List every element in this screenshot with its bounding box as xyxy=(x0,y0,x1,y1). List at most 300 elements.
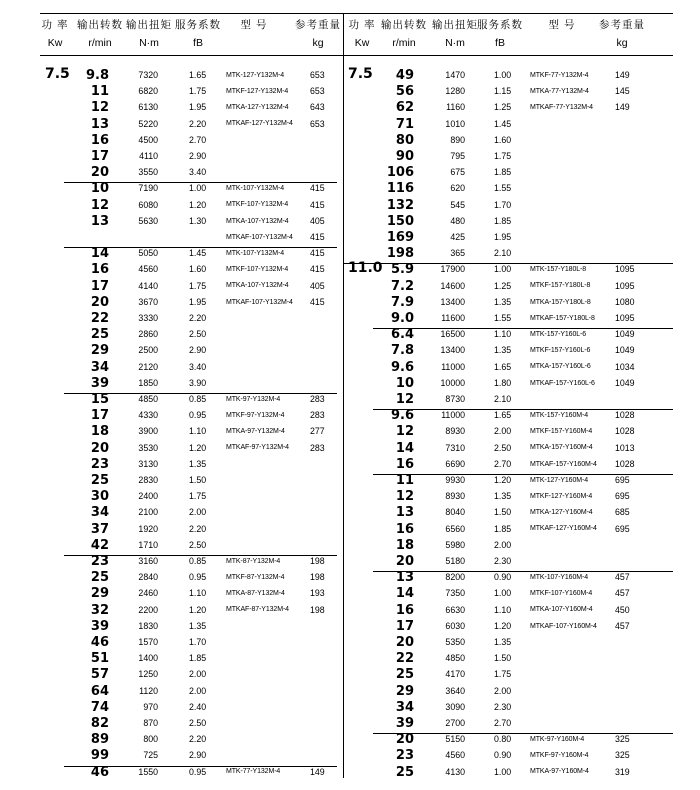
service-factor: 1.50 xyxy=(189,475,207,485)
reference-weight: 405 xyxy=(310,280,325,291)
service-factor: 1.85 xyxy=(494,523,512,534)
service-factor: 1.00 xyxy=(494,264,512,275)
service-factor: 1.00 xyxy=(494,766,512,777)
model-number: MTKF-107-Y132M-4 xyxy=(226,201,289,209)
power-value-left: 7.5 xyxy=(45,66,70,82)
service-factor: 1.45 xyxy=(189,248,207,259)
service-factor: 1.65 xyxy=(494,410,512,421)
output-torque: 480 xyxy=(450,215,465,226)
output-speed: 20 xyxy=(90,165,109,181)
service-factor: 0.95 xyxy=(189,572,207,583)
reference-weight: 193 xyxy=(310,588,325,599)
reference-weight: 149 xyxy=(615,102,630,113)
service-factor: 1.75 xyxy=(189,86,207,97)
service-factor: 2.00 xyxy=(189,685,207,696)
model-number: MTKA-107-Y132M-4 xyxy=(226,217,289,225)
reference-weight: 457 xyxy=(615,572,630,583)
header-right-power-label: 功 率 xyxy=(348,19,376,31)
service-factor: 1.55 xyxy=(494,183,512,194)
power-value-right-a: 7.5 xyxy=(348,66,373,82)
service-factor: 1.65 xyxy=(494,361,512,372)
service-factor: 3.40 xyxy=(189,361,207,372)
output-speed: 17 xyxy=(90,278,109,294)
service-factor: 1.75 xyxy=(189,491,207,502)
output-torque: 3530 xyxy=(138,442,158,453)
output-speed: 49 xyxy=(395,68,414,83)
service-factor: 0.85 xyxy=(189,556,207,566)
service-factor: 2.70 xyxy=(494,458,512,469)
header-right-torque-unit: N·m xyxy=(445,37,465,49)
service-factor: 1.50 xyxy=(494,507,512,518)
service-factor: 1.20 xyxy=(494,620,512,631)
output-torque: 5050 xyxy=(138,248,158,259)
service-factor: 1.65 xyxy=(189,70,207,80)
service-factor: 1.10 xyxy=(494,329,512,340)
reference-weight: 149 xyxy=(310,766,325,777)
output-speed: 13 xyxy=(395,505,414,521)
output-torque: 6630 xyxy=(445,604,465,615)
model-number: MTK-97-Y132M-4 xyxy=(226,395,281,403)
service-factor: 1.20 xyxy=(494,475,512,485)
output-torque: 8930 xyxy=(445,491,465,502)
output-torque: 970 xyxy=(143,701,158,712)
reference-weight: 1095 xyxy=(615,313,635,323)
reference-weight: 319 xyxy=(615,766,630,777)
service-factor: 1.00 xyxy=(494,70,512,80)
service-factor: 0.90 xyxy=(494,750,512,761)
model-number: MTKAF-157-Y160L-6 xyxy=(530,379,595,387)
output-speed: 12 xyxy=(395,424,414,440)
service-factor: 2.50 xyxy=(189,539,207,550)
output-torque: 11000 xyxy=(441,361,465,372)
output-speed: 23 xyxy=(90,456,109,472)
output-speed: 37 xyxy=(90,521,109,537)
output-torque: 2400 xyxy=(138,491,158,502)
service-factor: 1.95 xyxy=(189,102,207,113)
output-speed: 16 xyxy=(395,521,414,537)
model-number: MTK-127-Y160M-4 xyxy=(530,476,589,484)
output-speed: 12 xyxy=(90,100,109,116)
output-torque: 1160 xyxy=(446,102,465,113)
service-factor: 1.60 xyxy=(494,134,512,145)
output-speed: 16 xyxy=(90,262,109,278)
model-number: MTKA-107-Y160M-4 xyxy=(530,606,593,614)
service-factor: 1.50 xyxy=(494,653,512,664)
output-speed: 20 xyxy=(395,732,414,748)
model-number: MTKAF-127-Y160M-4 xyxy=(530,525,597,533)
output-torque: 6560 xyxy=(445,523,465,534)
output-torque: 1280 xyxy=(445,86,465,97)
header-right-power-unit: Kw xyxy=(354,37,370,49)
service-factor: 1.45 xyxy=(494,118,512,129)
output-speed: 23 xyxy=(90,554,109,569)
service-factor: 0.95 xyxy=(189,410,207,421)
output-torque: 13400 xyxy=(440,345,465,356)
output-torque: 2100 xyxy=(138,507,158,518)
model-number: MTKF-107-Y132M-4 xyxy=(226,266,289,274)
output-speed: 99 xyxy=(90,748,109,764)
output-speed: 7.9 xyxy=(390,294,414,310)
output-torque: 4170 xyxy=(445,669,465,680)
reference-weight: 450 xyxy=(615,604,630,615)
output-torque: 545 xyxy=(450,199,465,210)
model-number: MTK-107-Y132M-4 xyxy=(226,250,285,257)
model-number: MTKF-107-Y160M-4 xyxy=(530,590,593,598)
reference-weight: 653 xyxy=(310,118,325,129)
output-speed: 57 xyxy=(90,667,109,683)
service-factor: 3.40 xyxy=(189,167,207,178)
service-factor: 1.55 xyxy=(494,313,512,323)
output-torque: 2830 xyxy=(138,475,158,485)
output-speed: 29 xyxy=(90,586,109,602)
output-speed: 18 xyxy=(90,424,109,440)
header-right-model-label: 型 号 xyxy=(548,19,576,31)
service-factor: 2.90 xyxy=(189,151,207,161)
output-torque: 2460 xyxy=(138,588,158,599)
model-number: MTKAF-97-Y132M-4 xyxy=(226,444,289,452)
service-factor: 2.30 xyxy=(494,556,512,566)
model-number: MTKF-157-Y180L-8 xyxy=(530,282,591,290)
header-bottom-rule xyxy=(40,55,673,56)
output-torque: 4500 xyxy=(138,134,158,145)
reference-weight: 415 xyxy=(310,199,325,210)
output-speed: 22 xyxy=(395,651,414,667)
service-factor: 1.85 xyxy=(494,215,512,226)
model-number: MTKA-97-Y132M-4 xyxy=(226,428,285,436)
model-number: MTKAF-107-Y132M-4 xyxy=(226,233,293,241)
output-speed: 29 xyxy=(90,343,109,359)
reference-weight: 1049 xyxy=(615,377,635,388)
output-torque: 8040 xyxy=(445,507,465,518)
output-speed: 12 xyxy=(395,489,414,505)
reference-weight: 1028 xyxy=(615,458,635,469)
model-number: MTKF-87-Y132M-4 xyxy=(226,574,285,581)
output-torque: 17900 xyxy=(440,264,465,275)
output-speed: 9.0 xyxy=(390,311,414,326)
output-speed: 14 xyxy=(90,246,109,262)
output-speed: 9.6 xyxy=(390,359,414,375)
service-factor: 1.20 xyxy=(189,199,207,210)
reference-weight: 283 xyxy=(310,410,325,421)
service-factor: 1.25 xyxy=(494,102,512,113)
reference-weight: 283 xyxy=(310,394,325,404)
service-factor: 2.10 xyxy=(494,394,512,404)
output-speed: 7.2 xyxy=(390,278,414,294)
output-torque: 3640 xyxy=(445,685,465,696)
output-torque: 5350 xyxy=(445,637,465,647)
reference-weight: 457 xyxy=(615,588,630,599)
model-number: MTKAF-127-Y132M-4 xyxy=(226,120,293,128)
output-speed: 39 xyxy=(90,375,109,391)
output-torque: 2840 xyxy=(138,572,158,583)
reference-weight: 198 xyxy=(310,556,325,566)
service-factor: 1.35 xyxy=(494,491,512,502)
reference-weight: 277 xyxy=(310,426,325,437)
service-factor: 1.35 xyxy=(189,620,207,631)
reference-weight: 653 xyxy=(310,70,325,80)
header-right-weight-unit: kg xyxy=(616,37,628,49)
output-torque: 1470 xyxy=(445,70,465,80)
output-torque: 2120 xyxy=(138,361,158,372)
reference-weight: 145 xyxy=(615,86,630,97)
service-factor: 0.85 xyxy=(189,394,207,404)
output-speed: 42 xyxy=(90,537,109,553)
model-number: MTKAF-157-Y180L-8 xyxy=(530,314,595,322)
reference-weight: 1080 xyxy=(615,296,635,307)
output-torque: 800 xyxy=(143,734,158,745)
output-torque: 4850 xyxy=(445,653,465,664)
header-left-speed-label: 输出转数 xyxy=(77,19,123,31)
service-factor: 1.20 xyxy=(189,442,207,453)
output-speed: 51 xyxy=(90,651,109,667)
service-factor: 1.75 xyxy=(494,669,512,680)
output-torque: 795 xyxy=(450,151,465,161)
output-torque: 1920 xyxy=(138,523,158,534)
output-speed: 39 xyxy=(90,618,109,634)
service-factor: 1.75 xyxy=(189,280,207,291)
model-number: MTKAF-107-Y160M-4 xyxy=(530,622,597,630)
output-torque: 7320 xyxy=(138,70,158,80)
header-left-torque-label: 输出扭矩 xyxy=(126,19,172,31)
output-speed: 5.9 xyxy=(390,262,414,278)
output-torque: 425 xyxy=(450,232,465,242)
output-speed: 34 xyxy=(90,359,109,375)
output-torque: 4560 xyxy=(445,750,465,761)
model-number: MTKA-87-Y132M-4 xyxy=(226,590,285,598)
service-factor: 2.90 xyxy=(189,750,207,761)
output-speed: 20 xyxy=(395,635,414,650)
output-torque: 8200 xyxy=(445,572,465,583)
output-speed: 14 xyxy=(395,586,414,602)
output-speed: 116 xyxy=(386,181,414,197)
service-factor: 2.00 xyxy=(189,669,207,680)
header-right-service-unit: fB xyxy=(495,37,505,49)
output-torque: 11600 xyxy=(441,313,465,323)
service-factor: 1.85 xyxy=(494,167,512,178)
model-number: MTKF-97-Y132M-4 xyxy=(226,412,285,419)
service-factor: 1.35 xyxy=(494,296,512,307)
service-factor: 2.00 xyxy=(494,685,512,696)
output-speed: 106 xyxy=(386,165,414,181)
service-factor: 2.70 xyxy=(189,134,207,145)
header-left-power-label: 功 率 xyxy=(41,19,69,31)
model-number: MTKAF-157-Y160M-4 xyxy=(530,460,597,468)
service-factor: 1.25 xyxy=(494,280,512,291)
model-number: MTK-107-Y160M-4 xyxy=(530,574,589,581)
output-speed: 25 xyxy=(90,570,109,586)
output-speed: 16 xyxy=(395,602,414,618)
output-torque: 1250 xyxy=(138,669,158,680)
output-speed: 39 xyxy=(395,716,414,731)
service-factor: 1.70 xyxy=(494,199,512,210)
model-number: MTKAF-87-Y132M-4 xyxy=(226,606,289,614)
output-speed: 20 xyxy=(90,440,109,456)
output-torque: 5150 xyxy=(445,734,465,745)
output-speed: 13 xyxy=(90,213,109,229)
output-speed: 30 xyxy=(90,489,109,505)
reference-weight: 695 xyxy=(615,475,630,485)
reference-weight: 643 xyxy=(310,102,325,113)
reference-weight: 415 xyxy=(310,183,325,194)
service-factor: 1.95 xyxy=(494,232,512,242)
output-torque: 1850 xyxy=(138,377,158,388)
service-factor: 2.50 xyxy=(189,329,207,340)
service-factor: 1.20 xyxy=(189,604,207,615)
service-factor: 2.20 xyxy=(189,523,207,534)
service-factor: 2.20 xyxy=(189,734,207,745)
model-number: MTKF-127-Y132M-4 xyxy=(226,88,289,95)
service-factor: 2.50 xyxy=(189,718,207,728)
service-factor: 1.85 xyxy=(189,653,207,664)
service-factor: 3.90 xyxy=(189,377,207,388)
reference-weight: 1095 xyxy=(615,264,635,275)
service-factor: 2.00 xyxy=(494,539,512,550)
output-speed: 32 xyxy=(90,602,109,618)
output-torque: 11000 xyxy=(441,410,465,421)
model-number: MTKF-97-Y160M-4 xyxy=(530,752,589,760)
output-speed: 18 xyxy=(395,537,414,553)
output-speed: 150 xyxy=(386,213,414,229)
output-speed: 10 xyxy=(90,181,109,197)
model-number: MTKA-127-Y132M-4 xyxy=(226,104,289,112)
output-torque: 8930 xyxy=(445,426,465,437)
model-number: MTKA-77-Y132M-4 xyxy=(530,88,589,95)
power-value-right-b: 11.0 xyxy=(348,260,383,277)
model-number: MTKA-157-Y160L-6 xyxy=(530,363,591,371)
header-right-service-label: 服务系数 xyxy=(477,19,523,31)
reference-weight: 457 xyxy=(615,620,630,631)
output-torque: 5630 xyxy=(138,215,158,226)
service-factor: 2.10 xyxy=(494,248,512,259)
output-speed: 20 xyxy=(90,294,109,310)
output-speed: 71 xyxy=(395,116,414,132)
reference-weight: 1034 xyxy=(615,361,635,372)
output-speed: 15 xyxy=(90,392,109,407)
header-right-torque-label: 输出扭矩 xyxy=(432,19,478,31)
output-torque: 4110 xyxy=(139,151,158,161)
output-torque: 2860 xyxy=(138,329,158,340)
service-factor: 0.80 xyxy=(494,734,512,745)
output-torque: 4850 xyxy=(138,394,158,404)
output-torque: 5180 xyxy=(445,556,465,566)
output-speed: 13 xyxy=(395,570,414,586)
reference-weight: 149 xyxy=(615,70,630,80)
reference-weight: 653 xyxy=(310,86,325,97)
output-torque: 3550 xyxy=(138,167,158,178)
output-speed: 23 xyxy=(395,748,414,764)
reference-weight: 415 xyxy=(310,296,325,307)
reference-weight: 1049 xyxy=(615,345,635,356)
output-torque: 870 xyxy=(143,718,158,728)
header-left-power-unit: Kw xyxy=(47,37,63,49)
service-factor: 1.95 xyxy=(189,296,207,307)
output-speed: 198 xyxy=(386,246,414,262)
model-number: MTK-77-Y132M-4 xyxy=(226,768,281,776)
output-speed: 9.6 xyxy=(390,408,414,424)
output-speed: 90 xyxy=(395,149,414,164)
output-speed: 12 xyxy=(395,392,414,407)
service-factor: 2.20 xyxy=(189,313,207,323)
header-right-speed-unit: r/min xyxy=(392,37,416,49)
output-speed: 132 xyxy=(386,197,414,213)
header-right-speed-label: 输出转数 xyxy=(381,19,427,31)
output-speed: 25 xyxy=(90,327,109,343)
reference-weight: 283 xyxy=(310,442,325,453)
output-torque: 13400 xyxy=(440,296,465,307)
service-factor: 1.10 xyxy=(189,426,207,437)
model-number: MTKA-157-Y180L-8 xyxy=(530,298,591,306)
reference-weight: 695 xyxy=(615,523,630,534)
output-speed: 7.8 xyxy=(390,343,414,359)
output-speed: 62 xyxy=(395,100,414,116)
output-torque: 10000 xyxy=(440,377,465,388)
output-torque: 890 xyxy=(450,134,465,145)
model-number: MTKF-77-Y132M-4 xyxy=(530,71,589,79)
output-speed: 74 xyxy=(90,699,109,715)
reference-weight: 1028 xyxy=(615,410,635,421)
model-number: MTKF-157-Y160M-4 xyxy=(530,428,593,436)
output-torque: 1830 xyxy=(138,620,158,631)
service-factor: 1.15 xyxy=(494,86,512,97)
output-speed: 10 xyxy=(395,375,414,391)
output-torque: 4140 xyxy=(138,280,158,291)
service-factor: 2.00 xyxy=(494,426,512,437)
header-left-torque-unit: N·m xyxy=(139,37,159,49)
output-torque: 365 xyxy=(450,248,465,259)
output-torque: 1710 xyxy=(138,539,158,550)
model-number: MTKA-107-Y132M-4 xyxy=(226,282,289,290)
model-number: MTKA-127-Y160M-4 xyxy=(530,509,593,517)
output-speed: 17 xyxy=(90,149,109,164)
output-speed: 20 xyxy=(395,554,414,569)
output-speed: 64 xyxy=(90,683,109,699)
power-change-rule xyxy=(343,263,673,264)
model-number: MTK-127-Y132M-4 xyxy=(226,71,285,79)
output-torque: 1550 xyxy=(138,766,158,777)
output-speed: 17 xyxy=(395,618,414,634)
reference-weight: 415 xyxy=(310,232,325,242)
output-speed: 17 xyxy=(90,408,109,424)
output-torque: 7350 xyxy=(445,588,465,599)
output-speed: 25 xyxy=(395,667,414,683)
output-torque: 1010 xyxy=(445,118,465,129)
header-left-service-unit: fB xyxy=(193,37,203,49)
output-torque: 14600 xyxy=(440,280,465,291)
output-speed: 56 xyxy=(395,84,414,100)
service-factor: 2.90 xyxy=(189,345,207,356)
output-speed: 80 xyxy=(395,132,414,148)
output-speed: 11 xyxy=(90,84,109,100)
output-speed: 46 xyxy=(90,764,109,780)
output-torque: 8730 xyxy=(445,394,465,404)
service-factor: 1.35 xyxy=(189,458,207,469)
output-torque: 9930 xyxy=(445,475,465,485)
service-factor: 1.75 xyxy=(494,151,512,161)
reference-weight: 415 xyxy=(310,248,325,259)
output-speed: 12 xyxy=(90,197,109,213)
output-torque: 2700 xyxy=(445,718,465,728)
output-speed: 82 xyxy=(90,716,109,731)
reference-weight: 325 xyxy=(615,734,630,745)
model-number: MTK-97-Y160M-4 xyxy=(530,736,585,743)
reference-weight: 325 xyxy=(615,750,630,761)
output-speed: 14 xyxy=(395,440,414,456)
reference-weight: 1013 xyxy=(615,442,635,453)
service-factor: 1.60 xyxy=(189,264,207,275)
model-number: MTKA-157-Y160M-4 xyxy=(530,444,593,452)
header-left-weight-label: 参考重量 xyxy=(295,19,341,31)
output-torque: 3670 xyxy=(138,296,158,307)
